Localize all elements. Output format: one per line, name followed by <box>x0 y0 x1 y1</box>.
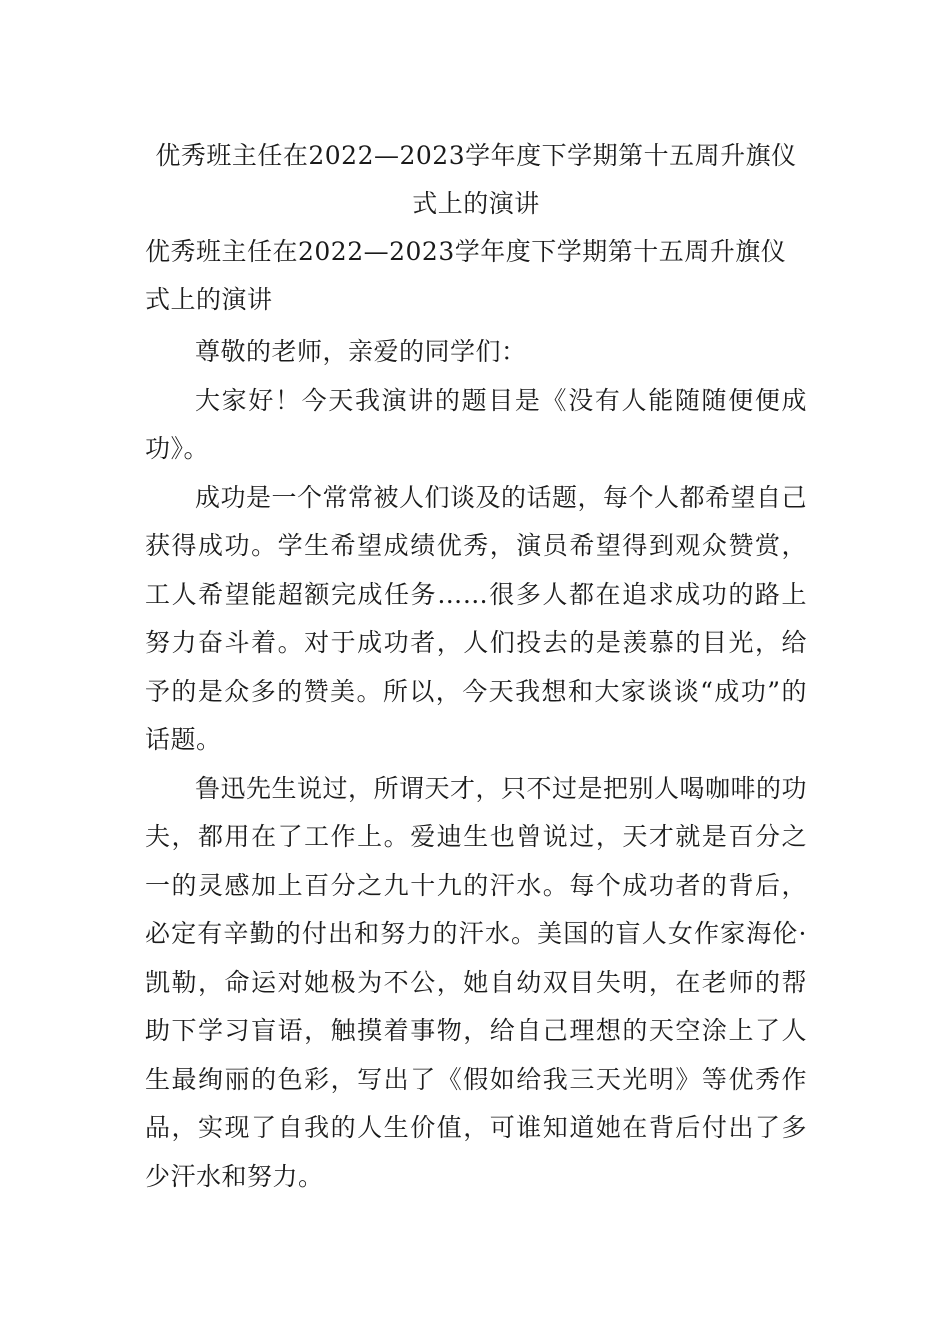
greeting-paragraph: 尊敬的老师，亲爱的同学们： <box>195 337 527 366</box>
document-subtitle: 优秀班主任在2022—2023学年度下学期第十五周升旗仪式上的演讲 <box>145 237 787 314</box>
title-line-1: 优秀班主任在2022—2023学年度下学期第十五周升旗仪 <box>155 141 797 170</box>
document-page <box>145 128 807 1201</box>
body-paragraph-1: 大家好！今天我演讲的题目是《没有人能随随便便成功》。 <box>145 385 807 463</box>
document-title <box>145 128 807 228</box>
title-line-2: 式上的演讲 <box>412 189 540 218</box>
body-paragraph-3: 鲁迅先生说过，所谓天才，只不过是把别人喝咖啡的功夫，都用在了工作上。爱迪生也曾说过，天才就是百分之一的灵感加上百分之九十九的汗水。每个成功者的背后，必定有辛勤的付出和努力的汗水。美国的盲人女作家海伦·凯勒，命运对她极为不公，她自幼双目失明，在老师的帮助下学习盲语，触摸着事物，给自己理想的天空涂上了人生最绚丽的色彩，写出了《假如给我三天光明》等优秀作品，实现了自我的人生价值，可谁知道她在背后付出了多少汗水和努力。 <box>145 773 808 1191</box>
body-paragraph-2: 成功是一个常常被人们谈及的话题，每个人都希望自己获得成功。学生希望成绩优秀，演员希望得到观众赞赏，工人希望能超额完成任务……很多人都在追求成功的路上努力奋斗着。对于成功者，人们投去的是羡慕的目光，给予的是众多的赞美。所以，今天我想和大家谈谈“成功”的话题。 <box>145 482 808 754</box>
